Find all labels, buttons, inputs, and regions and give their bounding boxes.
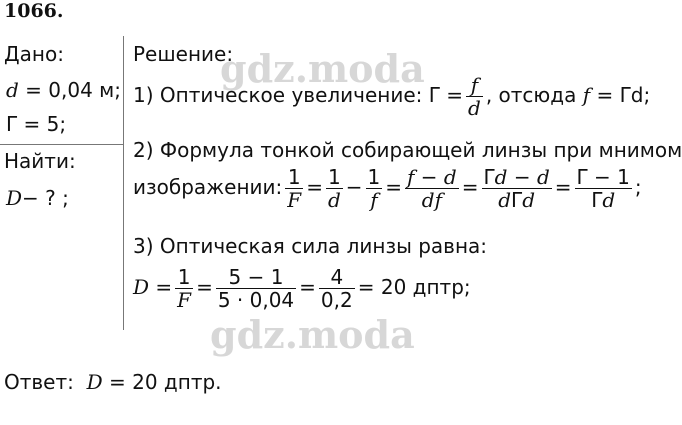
step3-text: 3) Оптическая сила линзы равна: xyxy=(133,234,488,258)
frac-5-minus-1: $\frac{5 - 1}{5 \cdot 0,04}$ xyxy=(217,265,295,312)
watermark-top: gdz.moda xyxy=(220,46,425,91)
step3-formula: D = $\frac{1}{F}$ = $\frac{5 - 1}{5 \cdot 0,04}$ = $\frac{4}{0,2}$ = 20 дптр; xyxy=(133,265,471,312)
step2-formula: изображении: $\frac{1}{F}$ = $\frac{1}{d}$ − $\frac{1}{f}$ = $\frac{f - d}{df}$ = $\frac{\Gamma d - d}{\text{dΓd}}$ = $\frac{\Gamma - 1}{\Gamma d}$ ; xyxy=(133,165,642,212)
find-D-value: − ? ; xyxy=(22,186,69,210)
step2-text: 2) Формула тонкой собирающей линзы при мнимом xyxy=(133,138,682,162)
solution-label: Решение: xyxy=(133,42,234,66)
frac-4-0-2: $\frac{4}{0,2}$ xyxy=(320,265,353,312)
given-d-value: = 0,04 м; xyxy=(25,78,122,102)
given-label: Дано: xyxy=(4,42,64,66)
find-D: D− ? ; xyxy=(6,186,69,210)
given-d: d = 0,04 м; xyxy=(6,78,122,102)
answer-value: = 20 дптр. xyxy=(109,370,222,394)
step3-result: = 20 дптр; xyxy=(357,275,471,299)
problem-number: 1066. xyxy=(4,0,64,22)
watermark-bottom: gdz.moda xyxy=(210,312,415,357)
answer-label: Ответ: xyxy=(4,370,74,394)
frac-1-f: $\frac{1}{f}$ xyxy=(367,165,381,212)
step1-then: , отсюда xyxy=(485,83,577,107)
vertical-divider xyxy=(123,36,124,330)
frac-f-minus-d: $\frac{f - d}{df}$ xyxy=(407,165,457,212)
given-gamma: Γ = 5; xyxy=(6,112,67,136)
answer-line: Ответ: D = 20 дптр. xyxy=(4,370,222,394)
horizontal-divider xyxy=(0,144,124,145)
find-label: Найти: xyxy=(4,149,76,173)
step1-line: 1) Оптическое увеличение: Γ = $\frac{f}{d}$ , отсюда f = Γd; xyxy=(133,73,651,120)
step1-result: = Γd; xyxy=(596,83,651,107)
frac-gamma-d: $\frac{\Gamma d - d}{\text{dΓd}}$ xyxy=(483,165,550,212)
frac-1-d: $\frac{1}{d}$ xyxy=(327,165,341,212)
frac-gamma-minus-1: $\frac{\Gamma - 1}{\Gamma d}$ xyxy=(576,165,630,212)
given-gamma-value: = 5; xyxy=(23,112,67,136)
step2-prefix: изображении: xyxy=(133,175,283,199)
frac-1-F: $\frac{1}{F}$ xyxy=(287,165,302,212)
frac-D-1-F: $\frac{1}{F}$ xyxy=(177,265,192,312)
step1-text: 1) Оптическое увеличение: Γ = xyxy=(133,83,464,107)
step1-fraction: $\frac{f}{d}$ xyxy=(468,73,481,120)
